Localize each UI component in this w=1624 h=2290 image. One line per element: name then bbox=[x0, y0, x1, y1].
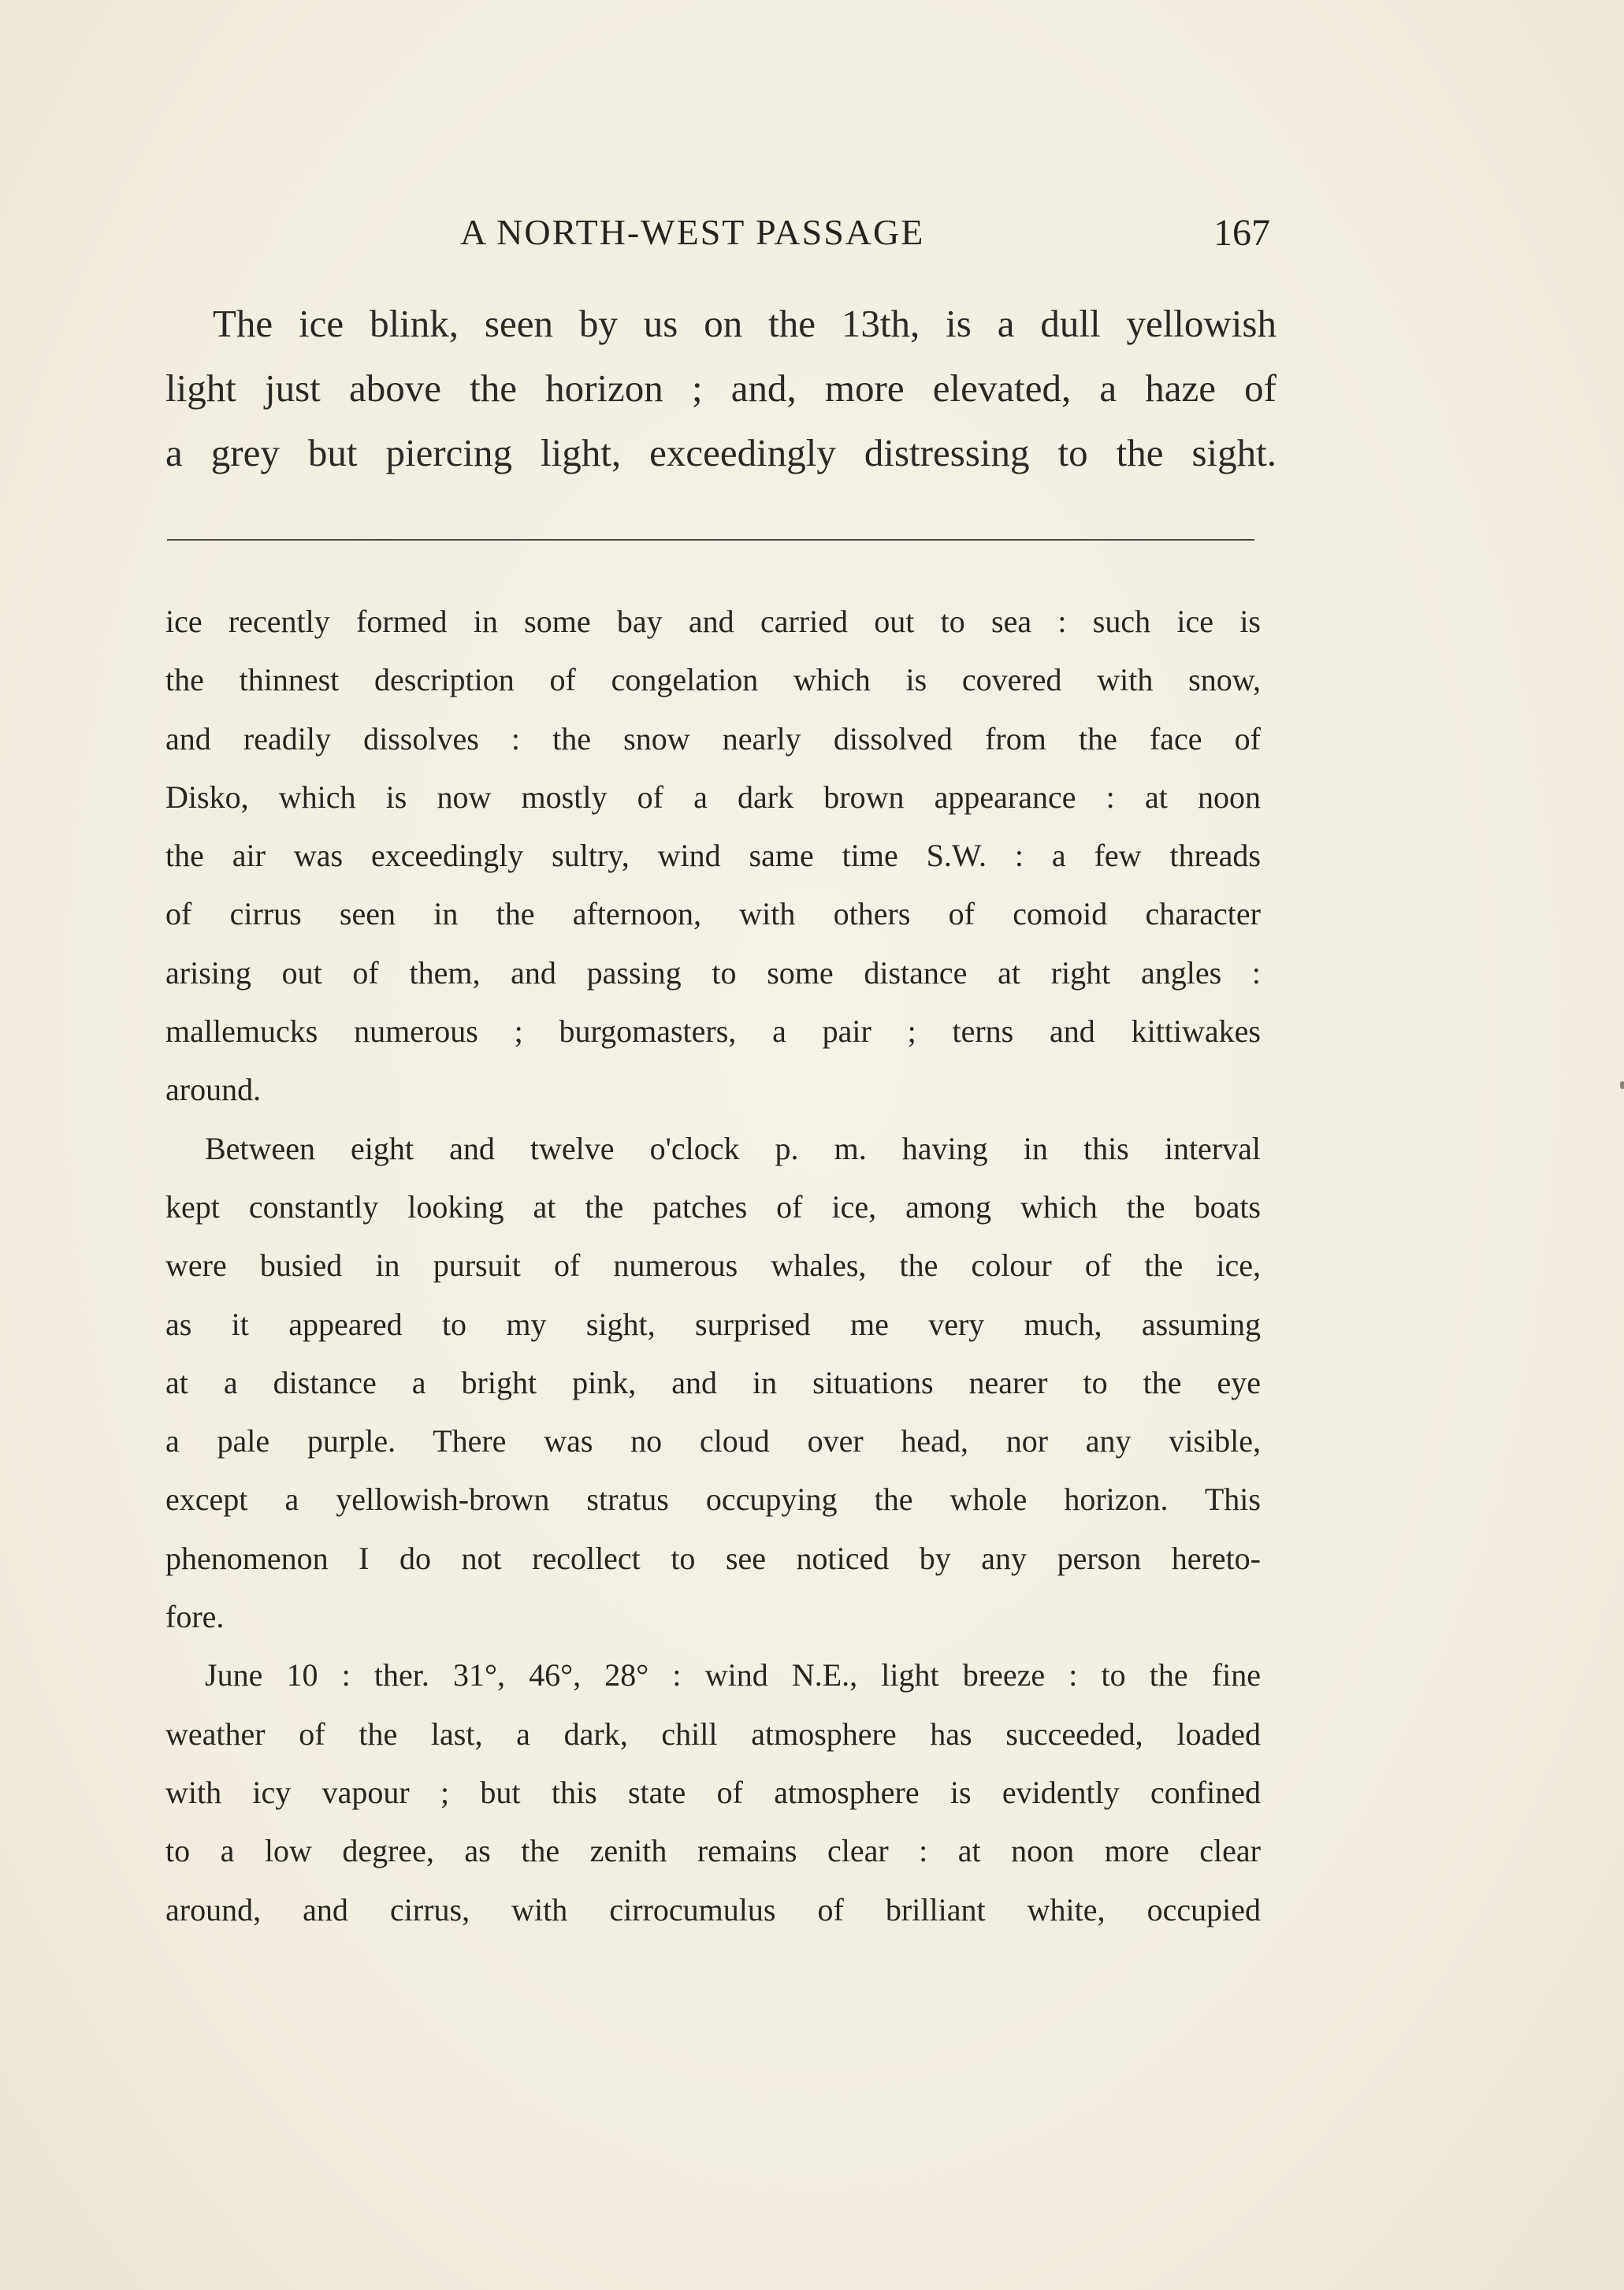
text-line: except a yellowish-brown stratus occupying the whole horizon. This bbox=[165, 1481, 1261, 1518]
text-line: of cirrus seen in the afternoon, with others of comoid character bbox=[165, 896, 1261, 932]
text-line: Disko, which is now mostly of a dark brown appearance : at noon bbox=[165, 779, 1261, 815]
text-line: weather of the last, a dark, chill atmosphere has succeeded, loaded bbox=[165, 1716, 1261, 1752]
separator-rule bbox=[167, 539, 1254, 541]
text-line: around, and cirrus, with cirrocumulus of brilliant white, occupied bbox=[165, 1891, 1261, 1928]
text-line: the thinnest description of congelation which is covered with snow, bbox=[165, 662, 1261, 698]
text-line: at a distance a bright pink, and in situations nearer to the eye bbox=[165, 1364, 1261, 1400]
text-line: around. bbox=[165, 1072, 262, 1108]
text-line: Between eight and twelve o'clock p. m. having in this interval bbox=[205, 1130, 1261, 1166]
page-header bbox=[167, 211, 1270, 266]
text-line: with icy vapour ; but this state of atmosphere is evidently confined bbox=[165, 1774, 1261, 1810]
text-line: and readily dissolves : the snow nearly dissolved from the face of bbox=[165, 720, 1261, 757]
body-text bbox=[165, 593, 1261, 1939]
text-line: ice recently formed in some bay and carried out to sea : such ice is bbox=[165, 604, 1261, 639]
page-number: 167 bbox=[1213, 212, 1270, 254]
text-line: arising out of them, and passing to some distance at right angles : bbox=[165, 954, 1261, 991]
text-line: kept constantly looking at the patches of ice, among which the boats bbox=[165, 1188, 1261, 1225]
text-line: a pale purple. There was no cloud over head, nor any visible, bbox=[165, 1423, 1261, 1459]
overlap-line: a grey but piercing light, exceedingly distressing to the sight. bbox=[165, 431, 1277, 474]
overlap-paragraph bbox=[165, 292, 1277, 485]
text-line: were busied in pursuit of numerous whales, the colour of the ice, bbox=[165, 1247, 1261, 1284]
text-line: mallemucks numerous ; burgomasters, a pair ; terns and kittiwakes bbox=[165, 1013, 1261, 1050]
overlap-line: light just above the horizon ; and, more elevated, a haze of bbox=[165, 366, 1277, 410]
overlap-line: The ice blink, seen by us on the 13th, is a dull yellowish bbox=[213, 302, 1277, 345]
text-line: to a low degree, as the zenith remains clear : at noon more clear bbox=[165, 1833, 1261, 1869]
text-line: the air was exceedingly sultry, wind same time S.W. : a few threads bbox=[165, 838, 1261, 874]
text-line: phenomenon I do not recollect to see noticed by any person hereto- bbox=[165, 1540, 1261, 1576]
text-line: June 10 : ther. 31°, 46°, 28° : wind N.E., light breeze : to the fine bbox=[205, 1657, 1261, 1693]
page-speck bbox=[1620, 1081, 1624, 1089]
text-line: fore. bbox=[165, 1599, 225, 1635]
running-title: A NORTH-WEST PASSAGE bbox=[460, 212, 925, 252]
text-line: as it appeared to my sight, surprised me very much, assuming bbox=[165, 1306, 1261, 1342]
